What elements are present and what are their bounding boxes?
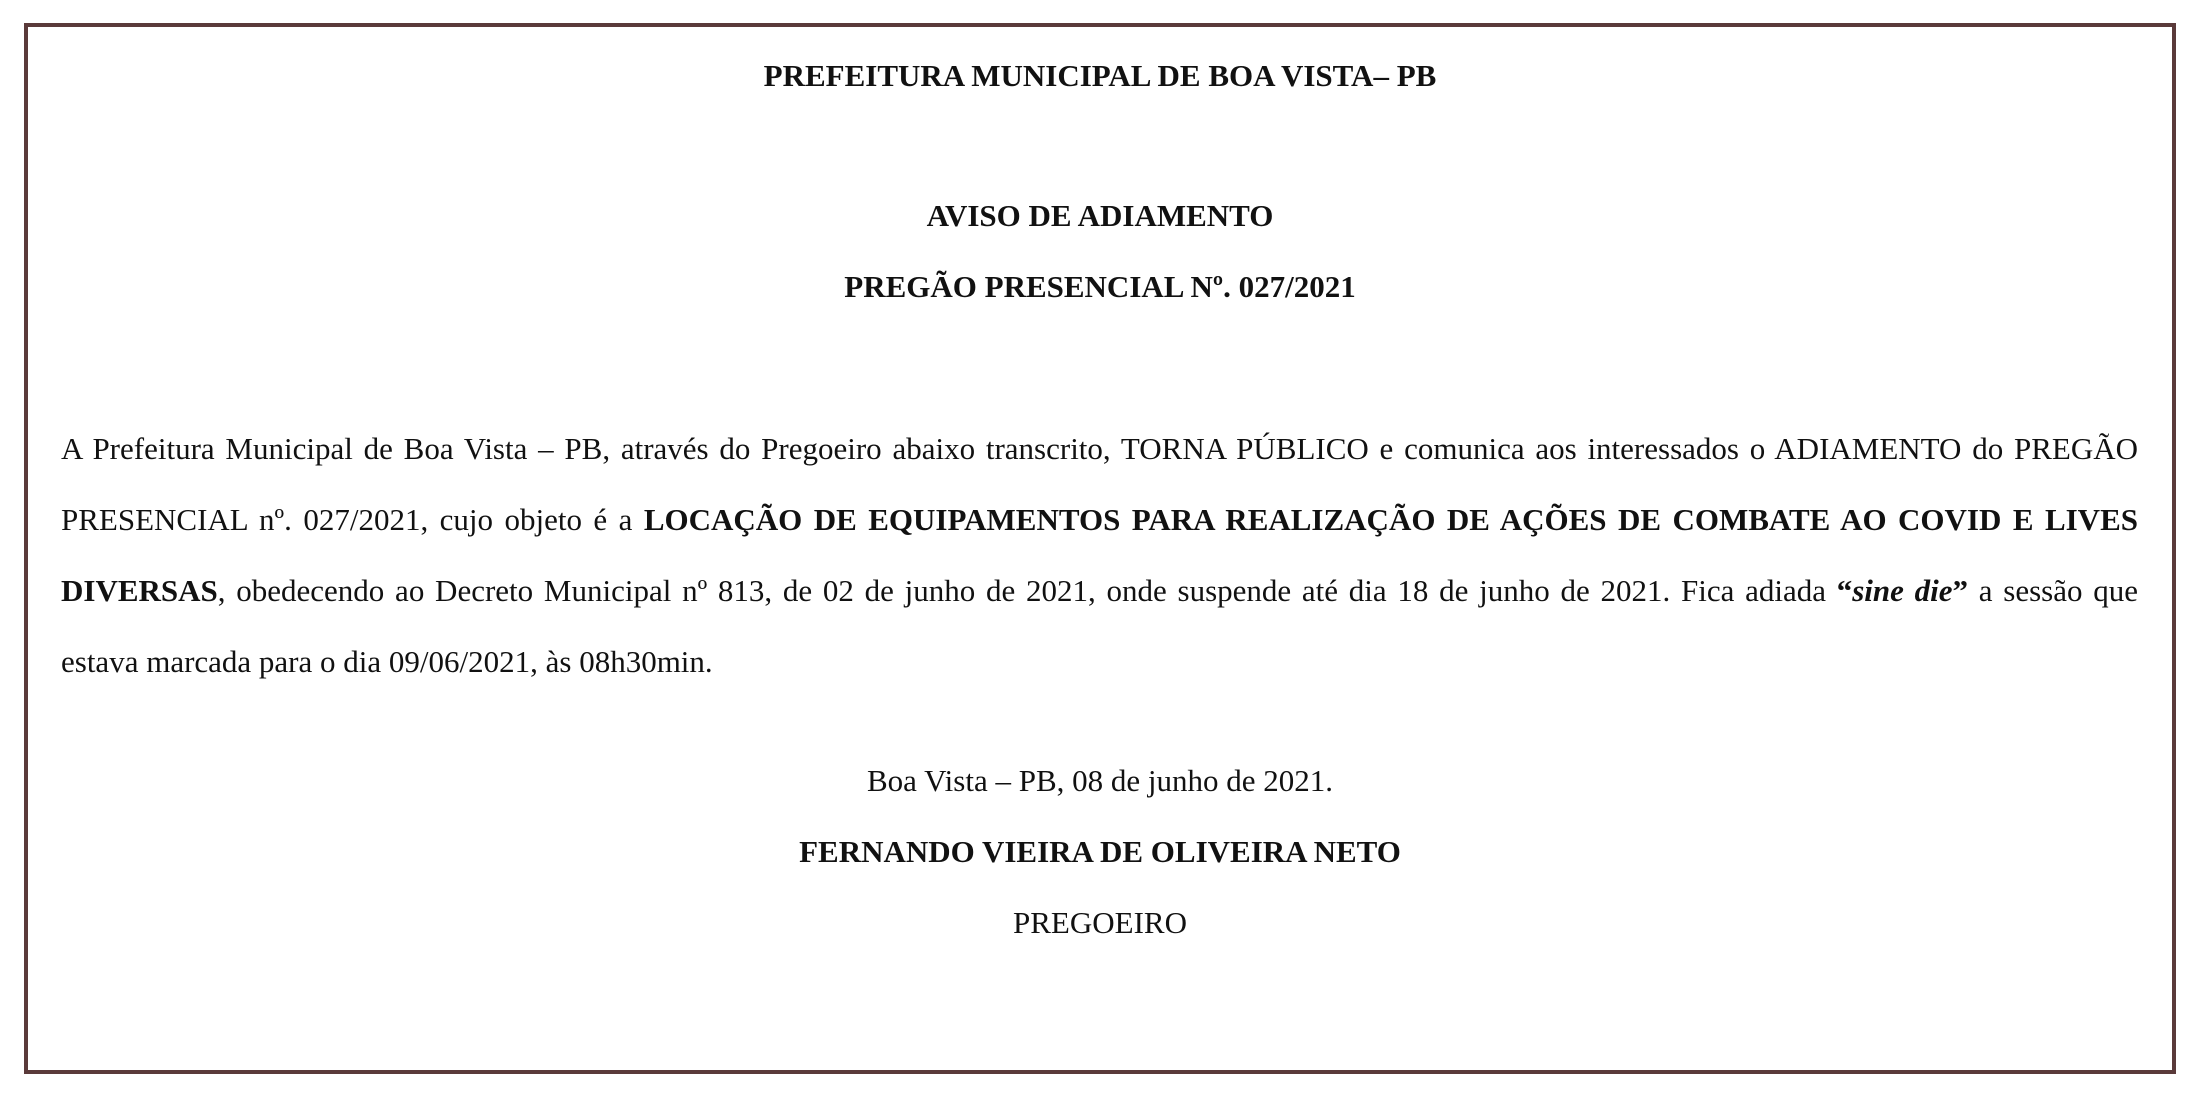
quote-open: “ (1836, 573, 1853, 608)
signer-role: PREGOEIRO (1013, 905, 1187, 940)
body-paragraph (61, 413, 2138, 697)
notice-title: AVISO DE ADIAMENTO (926, 198, 1274, 233)
notice-subtitle: PREGÃO PRESENCIAL Nº. 027/2021 (844, 269, 1356, 304)
signer-name: FERNANDO VIEIRA DE OLIVEIRA NETO (799, 834, 1401, 869)
body-text-part1: A Prefeitura Municipal de Boa Vista – PB, através do Pregoeiro abaixo transcrito, TORNA PÚBLICO e comunica aos interessados o ADIAMENTO do PREGÃO PRESENCIAL nº. 027/2021, cujo objeto é a (61, 431, 2138, 537)
body-text-part3: a sessão que estava marcada para o dia 09/06/2021, às 08h30min. (61, 573, 2138, 679)
quote-close: ” (1952, 573, 1969, 608)
notice-frame (24, 23, 2176, 1074)
sine-die-term: sine die (1852, 573, 1953, 608)
signature-date: Boa Vista – PB, 08 de junho de 2021. (867, 763, 1333, 798)
body-text-part2: , obedecendo ao Decreto Municipal nº 813, de 02 de junho de 2021, onde suspende até dia 18 de junho de 2021. Fica adiada (217, 573, 1837, 608)
header-title: PREFEITURA MUNICIPAL DE BOA VISTA– PB (763, 58, 1437, 93)
object-description: LOCAÇÃO DE EQUIPAMENTOS PARA REALIZAÇÃO DE AÇÕES DE COMBATE AO COVID E LIVES DIVERSAS (61, 502, 2138, 608)
